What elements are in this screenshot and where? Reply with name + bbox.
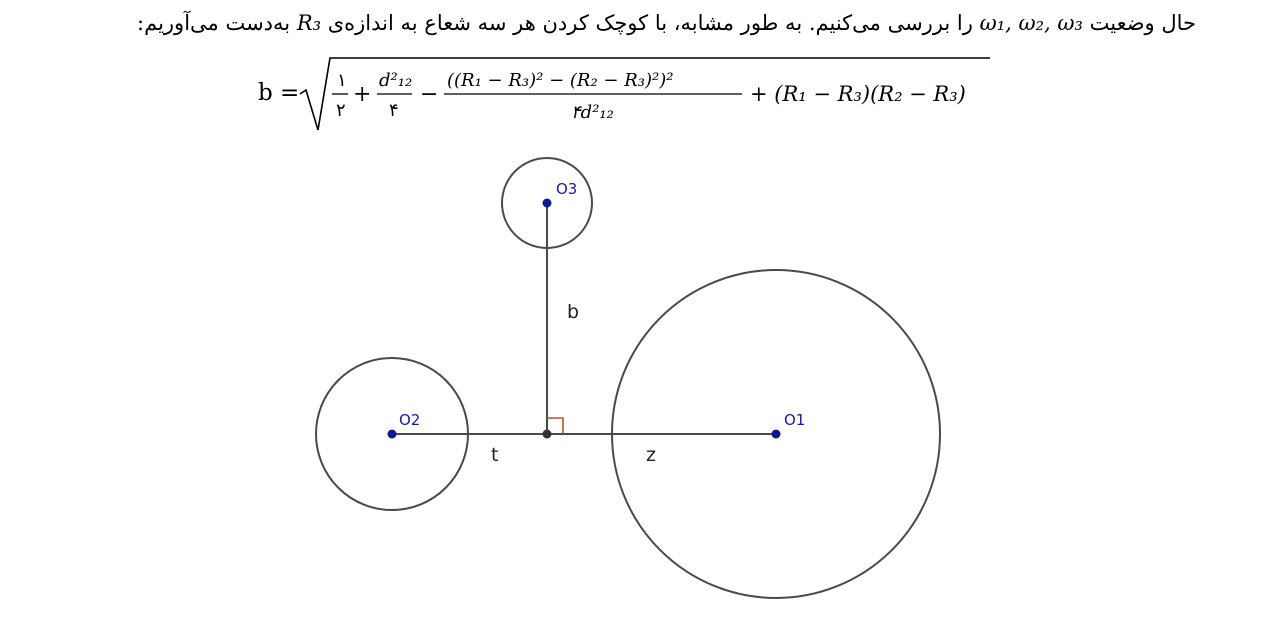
point-o3	[543, 199, 552, 208]
point-foot	[543, 430, 552, 439]
plus-sign-1: +	[353, 82, 372, 107]
label-o3: O3	[556, 180, 578, 198]
label-o1: O1	[784, 411, 806, 429]
point-o2	[388, 430, 397, 439]
label-segment-z: z	[646, 444, 656, 466]
label-segment-t: t	[491, 444, 499, 466]
term3-denominator: ۴d²₁₂	[571, 102, 614, 123]
minus-sign-1: −	[420, 82, 439, 107]
paragraph-omegas: ω₁, ω₂, ω₃	[979, 11, 1083, 35]
label-segment-b: b	[567, 301, 580, 323]
term3-numerator: ((R₁ − R₃)² − (R₂ − R₃)²)²	[447, 70, 674, 91]
formula-tail: + (R₁ − R₃)(R₂ − R₃)	[750, 82, 966, 106]
term1-numerator: ۱	[337, 70, 347, 91]
term2-denominator: ۴	[389, 100, 399, 121]
label-o2: O2	[399, 411, 421, 429]
term2-numerator: d²₁₂	[379, 70, 413, 91]
formula-lhs: b =	[258, 80, 300, 106]
term1-denominator: ۲	[336, 100, 346, 121]
paragraph-r3: R₃	[296, 11, 322, 35]
point-o1	[772, 430, 781, 439]
paragraph-part2: را بررسی می‌کنیم. به طور مشابه، با کوچک کردن هر سه شعاع به اندازه‌ی	[321, 11, 980, 35]
paragraph-part1: حال وضعیت	[1082, 11, 1196, 35]
paragraph-part3: به‌دست می‌آوریم:	[137, 11, 297, 35]
